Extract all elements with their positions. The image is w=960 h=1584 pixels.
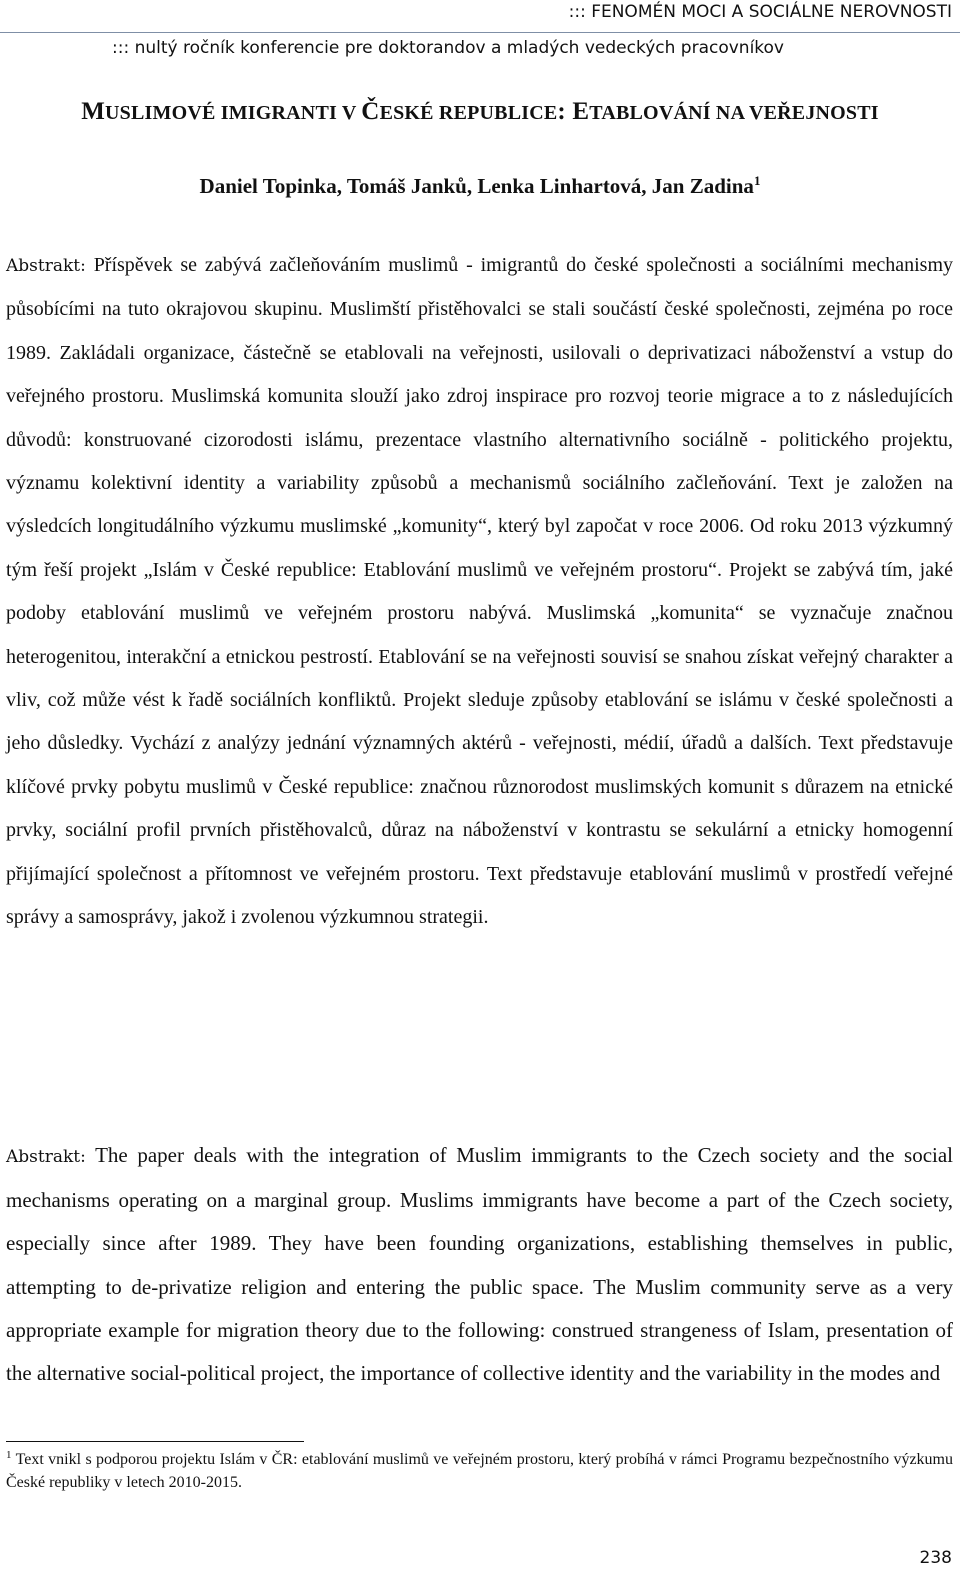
title-initial-cap: M [81,98,106,125]
title-small-caps: TABLOVÁNÍ NA VEŘEJNOSTI [589,102,879,124]
header-rule [0,32,960,33]
author-names: Daniel Topinka, Tomáš Janků, Lenka Linhartová, Jan Zadina [199,174,754,198]
footnote-mark: 1 [6,1449,12,1461]
footnote-separator [6,1441,304,1442]
title-small-caps: USLIMOVÉ IMIGRANTI V [105,102,362,124]
page-number: 238 [919,1548,952,1568]
abstract-english-text: The paper deals with the integration of Muslim immigrants to the Czech society and the social mechanisms operating on a marginal group. Muslims immigrants have become a part of the Czech society, especially since after 1989. They have been founding organizations, establishing themselves in public, attempting to de-privatize religion and entering the public space. The Muslim community serve as a very appropriate example for migration theory due to the following: construed strangeness of Islam, presentation of the alternative social-political project, the importance of collective identity and the variability in the modes and [6,1143,953,1386]
abstract-english [6,1134,953,1395]
title-small-caps: ESKÉ REPUBLICE [379,102,558,124]
running-header-conference: ::: nultý ročník konferencie pre doktorandov a mladých vedeckých pracovníkov [112,38,784,58]
running-header-series: ::: FENOMÉN MOCI A SOCIÁLNE NEROVNOSTI [568,2,952,22]
author-list [0,174,960,199]
title-initial-cap: E [572,98,590,125]
abstract-czech [6,244,953,940]
title-initial-cap: Č [361,98,380,125]
abstract-label: Abstrakt: [6,256,86,276]
article-title [0,98,960,126]
footnote-reference: 1 [753,173,761,188]
abstract-label: Abstrakt: [6,1147,86,1167]
footnote [6,1448,953,1494]
footnote-text: Text vnikl s podporou projektu Islám v ČR: etablování muslimů ve veřejném prostoru, který probíhá v rámci Programu bezpečnostního výzkumu České republiky v letech 2010-2015. [6,1451,953,1491]
title-colon: : [557,98,573,125]
abstract-czech-text: Příspěvek se zabývá začleňováním muslimů - imigrantů do české společnosti a sociálními mechanismy působícími na tuto okrajovou skupinu. Muslimští přistěhovalci se stali součástí české společnosti, zejména po roce 1989. Zakládali organizace, částečně se etablovali na veřejnosti, usilovali o deprivatizaci náboženství a vstup do veřejného prostoru. Muslimská komunita slouží jako zdroj inspirace pro rozvoj teorie migrace a to z následujících důvodů: konstruované cizorodosti islámu, prezentace vlastního alternativního sociálně - politického projektu, významu kolektivní identity a variability způsobů a mechanismů sociálního začleňování. Text je založen na výsledcích longitudálního výzkumu muslimské „komunity“, který byl započat v roce 2006. Od roku 2013 výzkumný tým řeší projekt „Islám v České republice: Etablování muslimů ve veřejném prostoru“. Projekt se zabývá tím, jaké podoby etablování muslimů ve veřejném prostoru nabývá. Muslimská „komunita“ se vyznačuje značnou heterogenitou, interakční a etnickou pestrostí. Etablování se na veřejnosti souvisí se snahou získat veřejný charakter a vliv, což může vést k řadě sociálních konfliktů. Projekt sleduje způsoby etablování se islámu v české společnosti a jeho důsledky. Vychází z analýzy jednání významných aktérů - veřejnosti, médií, úřadů a dalších. Text představuje klíčové prvky pobytu muslimů v České republice: značnou různorodost muslimských komunit s důrazem na etnické prvky, sociální profil prvních přistěhovalců, důraz na náboženství v kontrastu se sekulární a etnicky homogenní přijímající společnost a přítomnost ve veřejném prostoru. Text představuje etablování muslimů v prostředí veřejné správy a samosprávy, jakož i zvolenou výzkumnou strategii. [6,254,954,929]
